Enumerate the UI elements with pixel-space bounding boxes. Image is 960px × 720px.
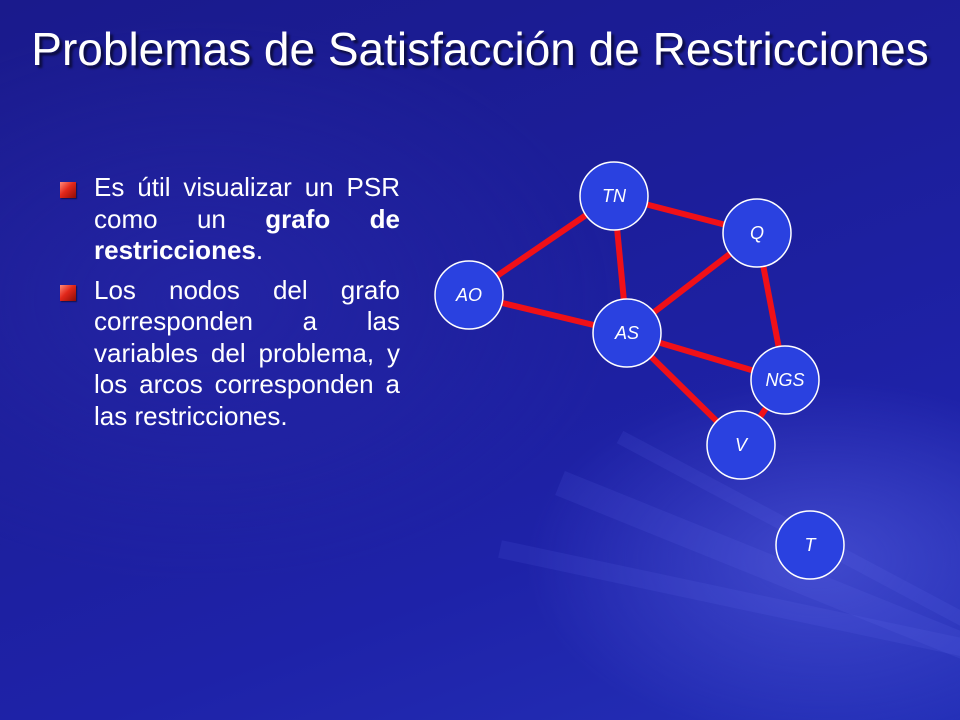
- node-as: [593, 299, 661, 367]
- bullet-text: .: [255, 235, 264, 265]
- bullet-text-bold: grafo de restricciones: [94, 203, 400, 265]
- node-label: NGS: [765, 370, 805, 390]
- node-label: AO: [455, 285, 483, 305]
- node-label: V: [734, 435, 748, 455]
- node-ngs: [751, 346, 819, 414]
- node-ao: [435, 261, 503, 329]
- bullet-text: Es útil visualizar un PSR como un: [94, 172, 400, 234]
- slide-title: Problemas de Satisfacción de Restricciones: [31, 23, 929, 75]
- node-label: TN: [602, 186, 626, 206]
- graph-nodes: [435, 162, 844, 579]
- node-q: [723, 199, 791, 267]
- node-label: T: [804, 535, 816, 555]
- node-v: [707, 411, 775, 479]
- node-tn: [580, 162, 648, 230]
- bullet-text: Los nodos del grafo corresponden a las variables del problema, y los arcos corresponden a las restricciones.: [94, 274, 400, 431]
- node-t: [776, 511, 844, 579]
- node-label: Q: [749, 223, 765, 243]
- node-label: AS: [614, 323, 640, 343]
